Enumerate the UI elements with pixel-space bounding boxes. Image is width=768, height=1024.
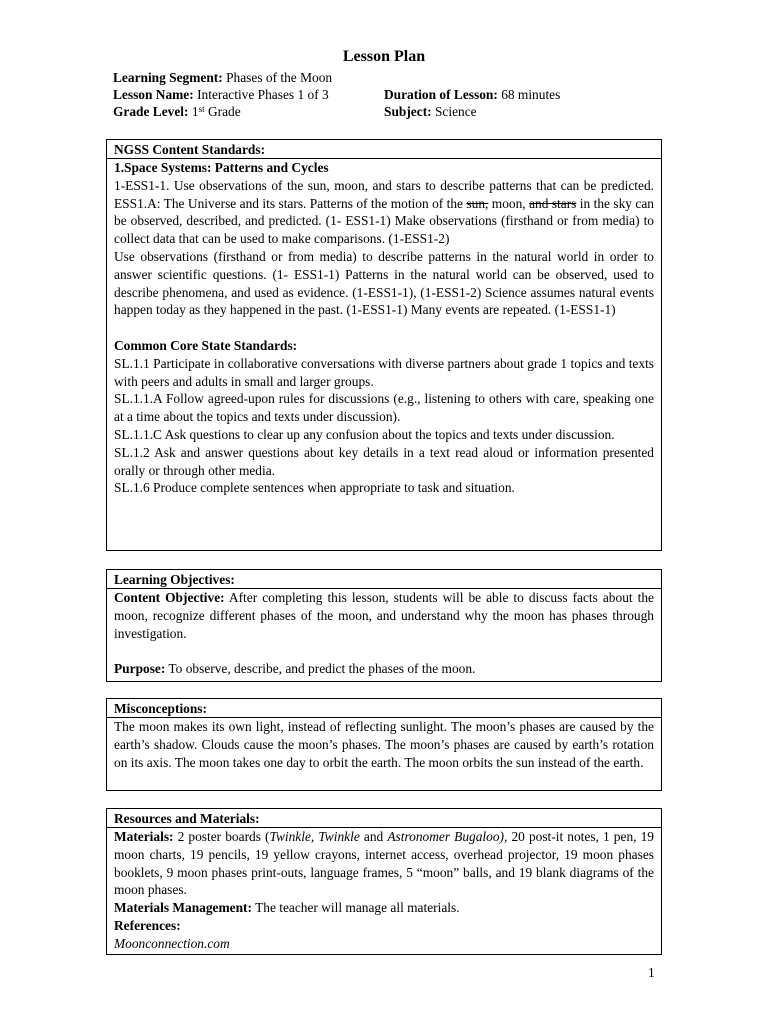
space-systems-title: 1.Space Systems: Patterns and Cycles: [114, 160, 329, 175]
duration-value: 68 minutes: [501, 87, 561, 102]
ngss-p1-strike-sun: sun,: [466, 195, 489, 211]
ccss-sl-1-1-c: SL.1.1.C Ask questions to clear up any confusion about the topics and texts under discussion.: [114, 426, 615, 442]
misconceptions-body: [107, 718, 661, 773]
objectives-heading: Learning Objectives:: [107, 570, 661, 589]
materials-text-b: and: [359, 829, 388, 844]
references: [114, 917, 654, 935]
ccss-sl-1-6: SL.1.6 Produce complete sentences when appropriate to task and situation.: [114, 480, 515, 496]
ngss-standards-box: [106, 139, 662, 551]
materials: [114, 828, 654, 899]
reference-link: Moonconnection.com: [114, 935, 230, 951]
ngss-p1-part-c: in the sky can be observed, described, and predicted. (1- ESS1-1) Make observations (firsthand or from media) to collect data that can be used to make comparisons. (1-ESS1-2): [114, 195, 654, 247]
resources-body: [107, 828, 661, 955]
grade-number: 1: [191, 104, 199, 119]
ngss-p1-part-a: 1-ESS1-1. Use observations of the sun, moon, and stars to describe patterns that can be predicted. ESS1.A: The Universe and its stars. Patterns of the motion of the: [114, 177, 654, 211]
materials-title-bugaloo: Astronomer Bugaloo),: [387, 829, 508, 844]
grade-word: Grade: [207, 104, 241, 119]
materials-label: Materials:: [114, 829, 174, 844]
misconceptions-heading: Misconceptions:: [107, 699, 661, 718]
ccss-heading: Common Core State Standards:: [114, 337, 298, 353]
ngss-heading: NGSS Content Standards:: [107, 140, 661, 159]
ngss-p1-part-b: moon,: [488, 195, 530, 211]
lesson-name: [113, 86, 329, 105]
misconceptions-text: The moon makes its own light, instead of reflecting sunlight. The moon’s phases are caused by the earth’s shadow. Clouds cause the moon’s phases. The moon’s phases are caused by earth’s rotation on its axis. The moon takes one day to orbit the earth. The moon orbits the sun instead of the earth.: [114, 719, 654, 770]
grade-suffix: st: [198, 104, 205, 114]
grade-label: Grade Level:: [113, 104, 189, 119]
learning-objectives-box: [106, 569, 662, 682]
page-title: Lesson Plan: [342, 48, 426, 65]
purpose-text: To observe, describe, and predict the phases of the moon.: [165, 661, 476, 677]
subject: [384, 103, 477, 122]
ccss-sl-1-1: SL.1.1 Participate in collaborative conversations with diverse partners about grade 1 topics and texts with peers and adults in small and larger groups.: [114, 355, 654, 389]
misconceptions-box: [106, 698, 662, 791]
materials-text-c: 20 post-it notes, 1 pen, 19 moon charts, 19 pencils, 19 yellow crayons, internet access, overhead projector, 19 moon phases booklets, 9 moon phases print-outs, language frames, 5 “moon” balls, and 19 blank diagrams of the moon phases.: [114, 829, 654, 898]
ngss-body: [107, 159, 661, 499]
subject-label: Subject:: [384, 104, 432, 119]
purpose-label: Purpose:: [114, 661, 166, 677]
ngss-p1-strike-stars: and stars: [529, 195, 577, 211]
purpose: [114, 660, 654, 678]
content-objective-label: Content Objective:: [114, 590, 225, 605]
segment-value: Phases of the Moon: [226, 70, 333, 85]
grade-level: [113, 103, 241, 122]
segment-label: Learning Segment:: [113, 70, 223, 85]
references-label: References:: [114, 917, 181, 933]
ngss-paragraph-2: Use observations (firsthand or from media) to describe patterns in the natural world in order to answer scientific questions. (1- ESS1-1) Patterns in the natural world can be observed, used to describe phenomena, and used as evidence. (1-ESS1-1), (1-ESS1-2) Science assumes natural events happen today as they happened in the past. (1-ESS1-1) Many events are repeated. (1-ESS1-1): [114, 248, 654, 318]
lesson-name-value: Interactive Phases 1 of 3: [197, 87, 329, 102]
subject-value: Science: [434, 104, 477, 119]
ccss-sl-1-2: SL.1.2 Ask and answer questions about key details in a text read aloud or information presented orally or through other media.: [114, 444, 654, 478]
reference-item: [114, 935, 654, 953]
resources-heading: Resources and Materials:: [107, 809, 661, 828]
ccss-sl-1-1-a: SL.1.1.A Follow agreed-upon rules for discussions (e.g., listening to others with care, speaking one at a time about the topics and texts under discussion).: [114, 391, 654, 425]
materials-title-twinkle: Twinkle, Twinkle: [269, 829, 360, 844]
resources-box: [106, 808, 662, 955]
ngss-paragraph-1: [114, 177, 654, 248]
content-objective-text: After completing this lesson, students will be able to discuss facts about the moon, recognize different phases of the moon, and understand why the moon has phases through investigation.: [114, 590, 654, 641]
duration-label: Duration of Lesson:: [384, 87, 498, 102]
materials-management-label: Materials Management:: [114, 900, 252, 916]
materials-management-text: The teacher will manage all materials.: [251, 900, 460, 916]
page-number: 1: [648, 965, 655, 980]
materials-management: [114, 899, 654, 917]
lesson-name-label: Lesson Name:: [113, 87, 194, 102]
lesson-duration: [384, 86, 560, 105]
content-objective: [114, 589, 654, 642]
materials-text-a: 2 poster boards (: [173, 829, 270, 844]
objectives-body: [107, 589, 661, 680]
learning-segment: [113, 69, 332, 88]
